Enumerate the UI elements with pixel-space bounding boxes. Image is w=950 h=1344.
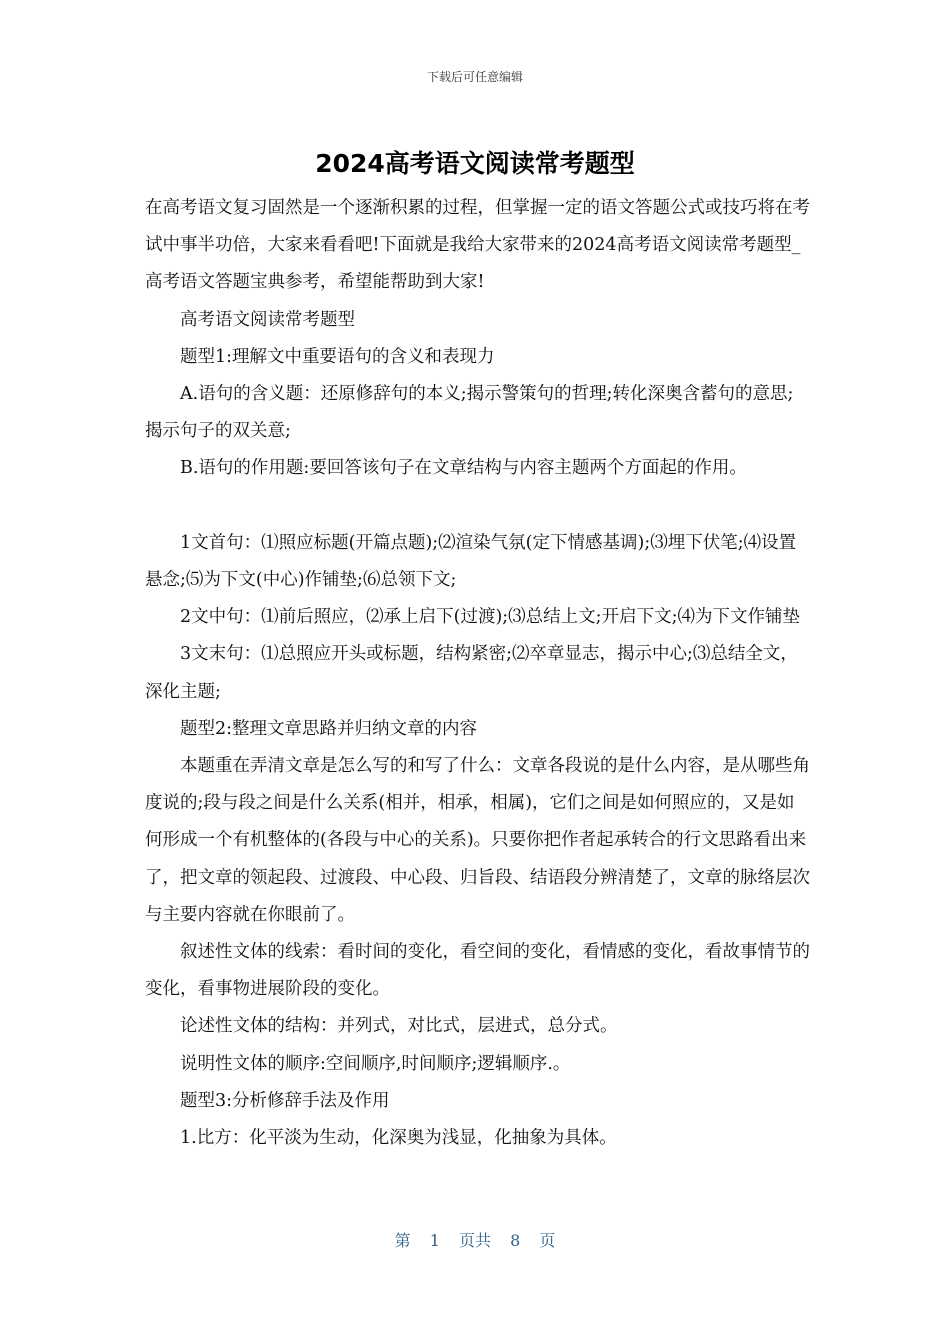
section-heading: 高考语文阅读常考题型 <box>180 309 355 330</box>
document-body <box>145 190 810 1157</box>
paragraph-function-questions: B.语句的作用题:要回答该句子在文章结构与内容主题两个方面起的作用。 <box>180 458 747 479</box>
paragraph-narrative-clues: 叙述性文体的线索：看时间的变化，看空间的变化，看情感的变化，看故事情节的变化，看事物进展阶段的变化。 <box>145 942 810 1000</box>
paragraph-expository-order: 说明性文体的顺序:空间顺序,时间顺序;逻辑顺序.。 <box>180 1053 571 1074</box>
paragraph-middle-sentence: 2文中句：⑴前后照应，⑵承上启下(过渡);⑶总结上文;开启下文;⑷为下文作铺垫 <box>180 607 800 628</box>
paragraph-argumentative-structure: 论述性文体的结构：并列式，对比式，层进式，总分式。 <box>180 1016 618 1037</box>
intro-paragraph: 在高考语文复习固然是一个逐渐积累的过程，但掌握一定的语文答题公式或技巧将在考试中事半功倍，大家来看看吧!下面就是我给大家带来的2024高考语文阅读常考题型_高考语文答题宝典参考，希望能帮助到大家! <box>145 198 810 293</box>
page-header: 下载后可任意编辑 <box>426 70 523 84</box>
paragraph-ending-sentence: 3文末句：⑴总照应开头或标题，结构紧密;⑵卒章显志，揭示中心;⑶总结全文，深化主题; <box>145 644 798 702</box>
paragraph-opening-sentence: 1文首句：⑴照应标题(开篇点题);⑵渲染气氛(定下情感基调);⑶埋下伏笔;⑷设置悬念;⑸为下文(中心)作铺垫;⑹总领下文; <box>145 532 797 591</box>
blank-line <box>145 488 810 525</box>
question-type-3-heading: 题型3:分析修辞手法及作用 <box>180 1090 390 1111</box>
paragraph-metaphor: 1.比方：化平淡为生动，化深奥为浅显，化抽象为具体。 <box>180 1128 617 1149</box>
paragraph-structure-analysis: 本题重在弄清文章是怎么写的和写了什么：文章各段说的是什么内容，是从哪些角度说的;段与段之间是什么关系(相并，相承，相属)，它们之间是如何照应的，又是如何形成一个有机整体的(各段与中心的关系)。只要你把作者起承转合的行文思路看出来了，把文章的领起段、过渡段、中心段、归旨段、结语段分辨清楚了，文章的脉络层次与主要内容就在你眼前了。 <box>145 756 810 925</box>
question-type-1-heading: 题型1:理解文中重要语句的含义和表现力 <box>180 346 495 367</box>
question-type-2-heading: 题型2:整理文章思路并归纳文章的内容 <box>180 718 478 739</box>
paragraph-meaning-questions: A.语句的含义题：还原修辞句的本义;揭示警策句的哲理;转化深奥含蓄句的意思;揭示句子的双关意; <box>145 384 794 442</box>
page-footer: 第 1 页共 8 页 <box>394 1231 556 1250</box>
document-title: 2024高考语文阅读常考题型 <box>315 149 635 178</box>
